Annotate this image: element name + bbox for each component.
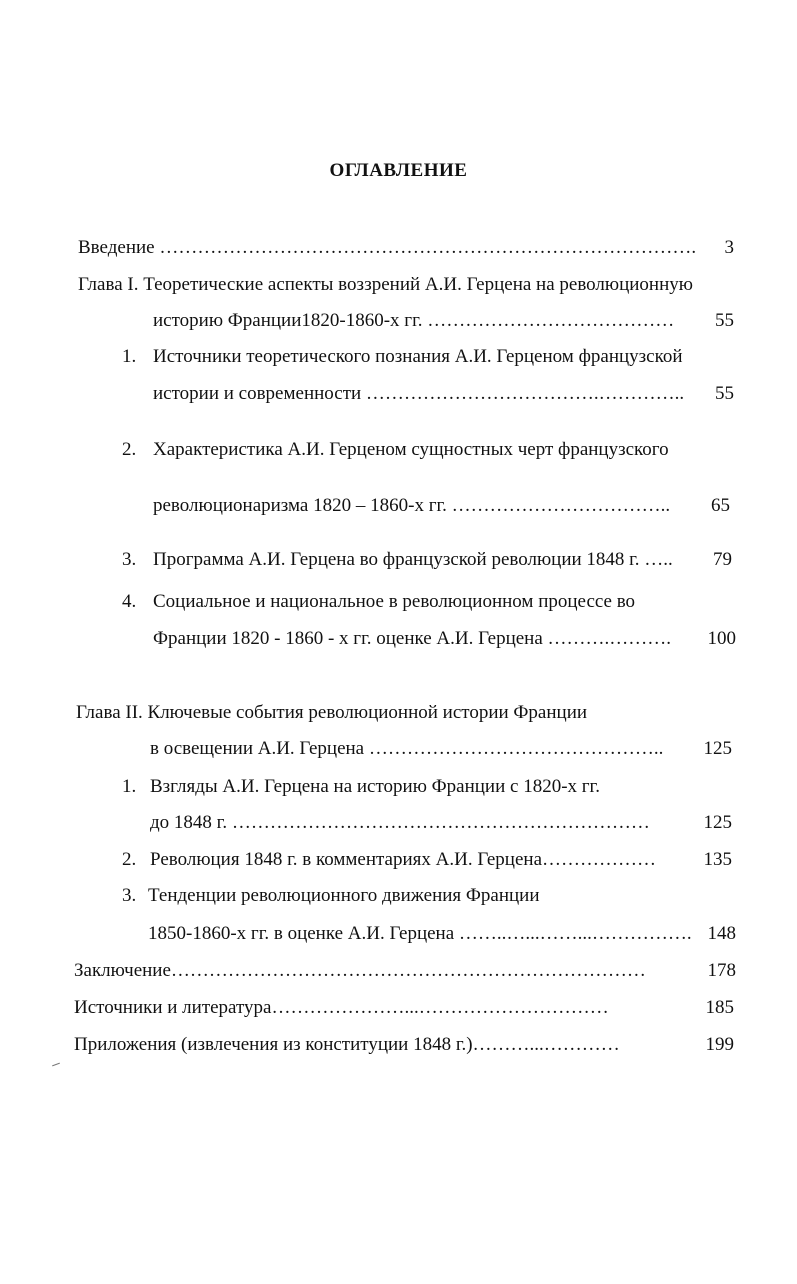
toc-page-intro: 3 [724, 237, 734, 258]
toc-section-2-3-cont: 1850-1860-х гг. в оценке А.И. Герцена ……..…...……...……………. [148, 923, 692, 944]
toc-section-2-1-cont: до 1848 г. ………………………………………………………… [150, 812, 650, 833]
toc-page-1-3: 79 [713, 549, 732, 570]
toc-page-chapter1: 55 [715, 310, 734, 331]
toc-page-sources: 185 [705, 997, 734, 1018]
toc-page-chapter2: 125 [703, 738, 732, 759]
toc-section-number: 2. [122, 849, 137, 870]
toc-chapter2-title-cont: в освещении А.И. Герцена ……………………………………….. [150, 738, 664, 759]
toc-section-1-2: Характеристика А.И. Герценом сущностных черт французского [153, 439, 669, 460]
toc-section-number: 3. [122, 549, 137, 570]
toc-section-2-3: Тенденции революционного движения Франции [148, 885, 540, 906]
toc-page-1-1: 55 [715, 383, 734, 404]
toc-section-number: 2. [122, 439, 137, 460]
toc-section-1-2-cont: революционаризма 1820 – 1860-х гг. …………………………….. [153, 495, 671, 516]
toc-section-1-1: Источники теоретического познания А.И. Герценом французской [153, 346, 683, 367]
toc-section-1-3: Программа А.И. Герцена во французской революции 1848 г. ….. [153, 549, 673, 570]
toc-section-2-2: Революция 1848 г. в комментариях А.И. Герцена……………… [150, 849, 657, 870]
toc-page-conclusion: 178 [707, 960, 736, 981]
toc-chapter1-title: Глава I. Теоретические аспекты воззрений А.И. Герцена на революционную [78, 274, 693, 295]
toc-page-appendix: 199 [705, 1034, 734, 1055]
toc-page-2-2: 135 [703, 849, 732, 870]
toc-section-1-4-cont: Франции 1820 - 1860 - х гг. оценке А.И. Герцена ……….………. [153, 628, 672, 649]
toc-entry-sources: Источники и литература…………………...………………………… [74, 997, 609, 1018]
toc-chapter1-title-cont: историю Франции1820-1860-х гг. ………………………………… [153, 310, 675, 331]
toc-section-1-1-cont: истории и современности ……………………………….………….. [153, 383, 685, 404]
toc-page-1-4: 100 [707, 628, 736, 649]
toc-chapter2-title: Глава II. Ключевые события революционной истории Франции [76, 702, 588, 723]
toc-page-2-1: 125 [703, 812, 732, 833]
toc-section-number: 1. [122, 776, 137, 797]
scan-artifact [52, 1063, 60, 1067]
toc-page-1-2: 65 [711, 495, 730, 516]
toc-page-2-3: 148 [707, 923, 736, 944]
toc-section-number: 3. [122, 885, 137, 906]
toc-entry-conclusion: Заключение………………………………………………………………… [74, 960, 646, 981]
toc-section-2-1: Взгляды А.И. Герцена на историю Франции с 1820-х гг. [150, 776, 600, 797]
toc-entry-appendix: Приложения (извлечения из конституции 1848 г.)………...………… [74, 1034, 620, 1055]
toc-entry-intro: Введение …………………………………………………………………………. [78, 237, 697, 258]
toc-section-number: 1. [122, 346, 137, 367]
page-title: ОГЛАВЛЕНИЕ [329, 160, 468, 181]
toc-section-number: 4. [122, 591, 137, 612]
toc-section-1-4: Социальное и национальное в революционном процессе во [153, 591, 636, 612]
